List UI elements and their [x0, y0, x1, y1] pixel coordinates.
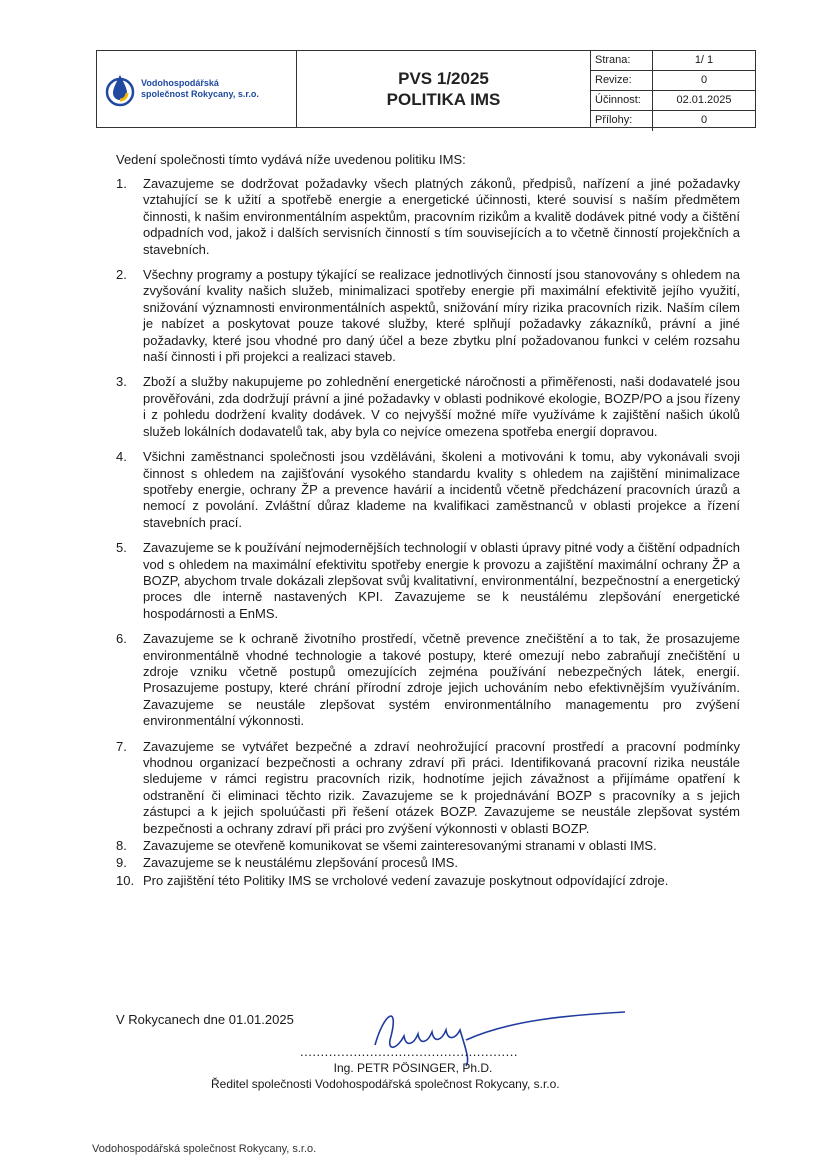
signer-role: Ředitel společnosti Vodohospodářská společnost Rokycany, s.r.o. — [211, 1077, 560, 1091]
company-name-line1: Vodohospodářská — [141, 78, 219, 88]
list-item — [116, 374, 740, 440]
signature-line: ..................................................... — [300, 1044, 518, 1059]
list-item — [116, 176, 740, 258]
item-text: Zavazujeme se otevřeně komunikovat se všemi zainteresovanými stranami v oblasti IMS. — [143, 838, 657, 854]
water-drop-logo-icon — [105, 71, 135, 107]
list-item — [116, 631, 740, 729]
meta-value: 02.01.2025 — [676, 94, 732, 106]
item-number: 8. — [116, 838, 127, 854]
item-text: Zavazujeme se k ochraně životního prostředí, včetně prevence znečištění a to tak, že prosazujeme environmentálně vhodné technologie a takové postupy, které omezují nebo zabraňují znečištění u zdroje vzniku včetně postupů omezujících zejména používání nebezpečných látek, energií. Prosazujeme postupy, které chrání přírodní zdroje jejich uchováním nebo efektivnějším využíváním. Zavazujeme se neustále zlepšovat systém environmentálního managementu pro zvýšení environmentální výkonnosti. — [143, 631, 740, 729]
item-text: Pro zajištění této Politiky IMS se vrcholové vedení zavazuje poskytnout odpovídající zdroje. — [143, 872, 669, 888]
document-title: POLITIKA IMS — [386, 90, 501, 109]
item-number: 9. — [116, 855, 127, 871]
list-item — [116, 838, 740, 854]
meta-row-effective — [591, 91, 755, 111]
place-date: V Rokycanech dne 01.01.2025 — [116, 1012, 294, 1027]
policy-list — [116, 176, 740, 890]
item-number: 7. — [116, 738, 127, 754]
item-text: Zavazujeme se vytvářet bezpečné a zdraví neohrožující pracovní prostředí a pracovní podmínky vhodnou organizací bezpečnosti a ochrany zdraví při práci. Identifikovaná pracovní rizika neustále sledujeme v rámci registru pracovních rizik, hodnotíme jejich závažnost a přijímáme opatření k odstranění či eliminaci těchto rizik. Zavazujeme se k projednávání BOZP s pracovníky a s jejich zástupci a k jejich spoluúčasti při řešení otázek BOZP. Zavazujeme se neustále zlepšovat systém bezpečnosti a ochrany zdraví při práci pro zvýšení výkonnosti v oblasti BOZP. — [143, 738, 740, 836]
intro-text: Vedení společnosti tímto vydává níže uvedenou politiku IMS: — [116, 152, 466, 167]
page-footer: Vodohospodářská společnost Rokycany, s.r.o. — [92, 1143, 317, 1155]
meta-label: Účinnost: — [591, 91, 653, 110]
item-number: 6. — [116, 631, 127, 647]
document-header — [96, 50, 756, 128]
list-item — [116, 739, 740, 837]
item-text: Zavazujeme se k používání nejmodernějších technologií v oblasti úpravy pitné vody a čištění odpadních vod s ohledem na maximální efektivitu spotřeby energie k provozu a zajištění maximální ochrany ŽP a BOZP, abychom trvale dokázali zlepšovat svůj kvalitativní, environmentální, bezpečnostní a energetický proces dle interně nastavených KPI. Zavazujeme se k neustálému zlepšování energetické hospodárnosti a EnMS. — [143, 540, 740, 621]
list-item — [116, 540, 740, 622]
item-number: 2. — [116, 267, 127, 283]
item-text: Zavazujeme se k neustálému zlepšování procesů IMS. — [143, 855, 459, 871]
document-code: PVS 1/2025 — [398, 69, 489, 88]
item-number: 10. — [116, 872, 135, 888]
meta-row-revision — [591, 71, 755, 91]
signer-name: Ing. PETR PÖSINGER, Ph.D. — [333, 1061, 493, 1075]
meta-row-attachments — [591, 111, 755, 131]
list-item — [116, 267, 740, 365]
meta-row-page — [591, 51, 755, 71]
list-item — [116, 855, 740, 871]
meta-value: 0 — [700, 74, 708, 86]
item-number: 3. — [116, 374, 127, 390]
meta-label: Strana: — [591, 51, 653, 70]
title-cell — [297, 51, 591, 127]
list-item — [116, 873, 740, 889]
company-logo-text — [141, 78, 259, 100]
meta-label: Revize: — [591, 71, 653, 90]
item-number: 1. — [116, 176, 127, 191]
meta-table — [591, 51, 755, 127]
item-text: Zavazujeme se dodržovat požadavky všech platných zákonů, předpisů, nařízení a jiné požadavky vztahující se k užití a spotřebě energie a energetické účinnosti, které souvisí s naším předmětem činnosti, k našim environmentálním aspektům, pracovním rizikům a kvalitě dodávek pitné vody a čištění odpadních vod, jakož i dalších servisních činností s tím souvisejících a to včetně činností projekčních a stavebních. — [143, 176, 740, 257]
item-text: Zboží a služby nakupujeme po zohlednění energetické náročnosti a přiměřenosti, naši dodavatelé jsou prověřováni, zda dodržují právní a jiné požadavky v oblasti podnikové ekologie, BOZP/PO a jsou řízeny i z pohledu dodržení kvality dodávek. V co nejvyšší možné míře využíváme k zajištění našich úkolů služeb lokálních dodavatelů tak, aby byla co nejvíce omezena spotřeba energií dopravou. — [143, 374, 740, 439]
meta-value: 1/ 1 — [694, 54, 714, 66]
list-item — [116, 449, 740, 531]
meta-value: 0 — [700, 114, 708, 126]
item-number: 4. — [116, 449, 127, 465]
handwritten-signature — [370, 1000, 630, 1070]
meta-label: Přílohy: — [591, 111, 653, 131]
item-text: Všechny programy a postupy týkající se realizace jednotlivých činností jsou stanovovány s ohledem na zvyšování kvality našich služeb, minimalizaci spotřeby energie při maximální efektivitě jejího využití, snižování významnosti environmentálních aspektů, snižování míry rizika pracovních rizik. Naším cílem je nabízet a poskytovat pouze takové služby, které splňují požadavky zákazníků, právní a jiné požadavky, které jsou vhodné pro daný účel a beze zbytku plní požadovanou funkci v celém rozsahu naší činnosti i při projekci a realizaci staveb. — [143, 267, 740, 365]
logo-cell — [97, 51, 297, 127]
item-text: Všichni zaměstnanci společnosti jsou vzděláváni, školeni a motivováni k tomu, aby vykonávali svoji činnost s ohledem na zajišťování vysokého standardu kvality s ohledem na zajištění minimalizace spotřeby energie, ochrany ŽP a prevence havárií a incidentů včetně předcházení pracovních úrazů a nemocí z povolání. Zvláštní důraz klademe na kvalifikaci zaměstnanců v oblasti projekce a řízení stavebních prací. — [143, 449, 740, 530]
item-number: 5. — [116, 540, 127, 556]
company-name-line2: společnost Rokycany, s.r.o. — [141, 89, 259, 99]
